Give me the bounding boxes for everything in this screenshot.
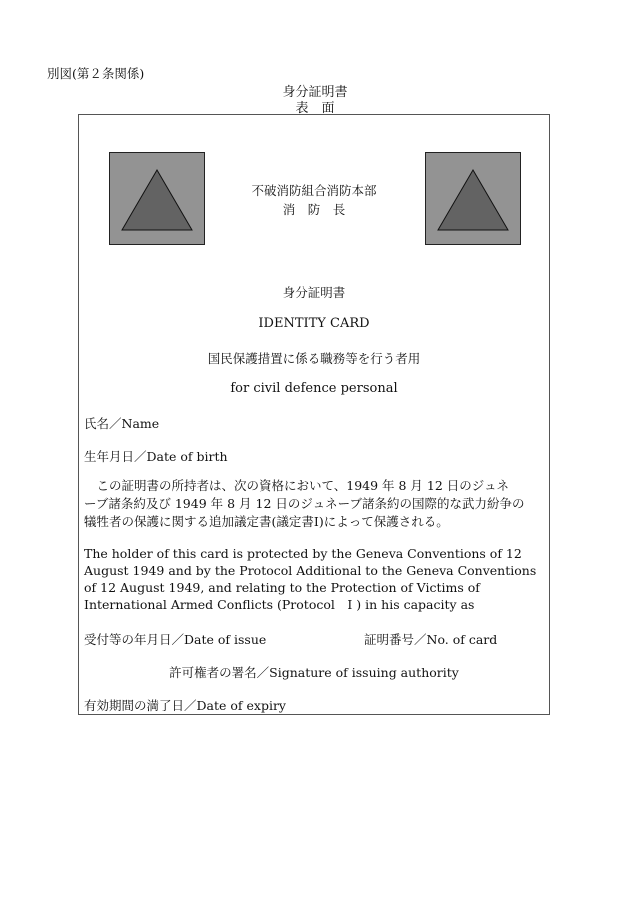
annex-label: 別図(第２条関係) bbox=[47, 66, 145, 81]
statement-line: August 1949 and by the Protocol Additional to the Geneva Conventions bbox=[84, 563, 537, 578]
identity-card bbox=[78, 114, 550, 715]
statement-line: International Armed Conflicts (Protocol I ) in his capacity as bbox=[84, 597, 475, 612]
statement-line: The holder of this card is protected by the Geneva Conventions of 12 bbox=[84, 546, 522, 561]
card-purpose-japanese: 国民保護措置に係る職務等を行う者用 bbox=[207, 351, 421, 366]
document-side-label: 表 面 bbox=[295, 101, 335, 116]
protection-statement-english bbox=[84, 545, 549, 613]
statement-line: 犠牲者の保護に関する追加議定書(議定書Ⅰ)によって保護される。 bbox=[84, 514, 449, 529]
document-title: 身分証明書 bbox=[282, 85, 348, 100]
date-of-birth-field-label: 生年月日／Date of birth bbox=[84, 449, 228, 464]
statement-line: ーブ諸条約及び 1949 年 8 月 12 日のジュネーブ諸条約の国際的な武力紛争の bbox=[84, 496, 525, 511]
card-title-japanese: 身分証明書 bbox=[282, 285, 346, 300]
issuer-title: 消 防 長 bbox=[282, 202, 346, 217]
statement-line: この証明書の所持者は、次の資格において、1949 年 8 月 12 日のジュネ bbox=[84, 478, 510, 493]
statement-line: of 12 August 1949, and relating to the Protection of Victims of bbox=[84, 580, 480, 595]
issuing-authority-signature-label: 許可権者の署名／Signature of issuing authority bbox=[169, 665, 459, 680]
card-title-english: IDENTITY CARD bbox=[258, 316, 370, 331]
issuer-organization: 不破消防組合消防本部 bbox=[251, 183, 377, 198]
card-number-field-label: 証明番号／No. of card bbox=[364, 632, 498, 647]
card-purpose-english: for civil defence personal bbox=[230, 381, 398, 396]
date-of-issue-field-label: 受付等の年月日／Date of issue bbox=[84, 632, 267, 647]
protection-statement-japanese bbox=[84, 477, 549, 531]
name-field-label: 氏名／Name bbox=[84, 416, 160, 431]
date-of-expiry-field-label: 有効期間の満了日／Date of expiry bbox=[84, 698, 286, 713]
